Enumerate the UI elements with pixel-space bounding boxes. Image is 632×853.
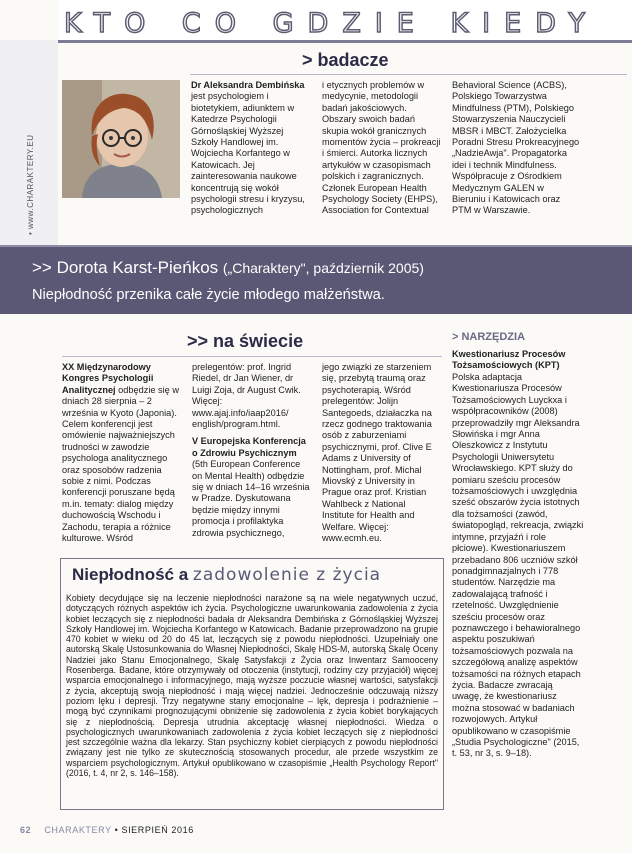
top-banner — [58, 0, 632, 42]
conference-title: V Europejska Konferencja o Zdrowiu Psychicznym — [192, 436, 306, 458]
na-swiecie-rule — [62, 356, 442, 357]
quote-source: („Charaktery", październik 2005) — [222, 260, 424, 276]
congress-text: odbędzie się w dniach 28 sierpnia – 2 września w Kyoto (Japonia). Celem konferencji jest omówienie najważniejszych trudności w zawodzie psychologa analitycznego oraz sposobów radzenia sobie z nimi. Podczas konferencji poruszane będą m.in. tematy: dialog między duchowością Wschodu i Zachodu, terapia a różnice kulturowe. Wśród — [62, 384, 179, 544]
na-swiecie-col1 — [62, 362, 182, 545]
badacze-heading: > badacze — [302, 50, 389, 70]
page-number: 62 — [20, 825, 32, 835]
na-swiecie-col2 — [192, 362, 312, 539]
portrait-illustration — [62, 80, 180, 198]
quote-author — [32, 258, 424, 278]
quote-band — [0, 245, 632, 314]
quote-band-rule — [0, 245, 632, 247]
narzedzia-body: Polska adaptacja Kwestionariusza Procesów Tożsamościowych Luyckxa i współpracowników (2008) przeprowadziły mgr Aleksandra Słowińska i mgr Anna Oleszkowicz z Instytutu Psychologii Uniwersytetu Wrocławskiego. KPT służy do pomiaru sześciu procesów tożsamościowych i uwzględnia sześć obszarów życia istotnych dla tożsamości (zawód, światopogląd, rekreacja, związki intymne, przyjaźń i role płciowe). Kwestionariuszem przebadano 806 uczniów szkół ponadgimnazjalnych i 778 studentów. Narzędzie ma zadowalającą trafność i rzetelność. Uwzględnienie sześciu procesów oraz poznawczego i behawioralnego aspektu poszukiwań tożsamościowych pozwala na szczegółową analizę aspektów tożsamości na różnych etapach życia. Badacze zwracają uwagę, że kwestionariusz można stosować w badaniach rozwojowych. Artykuł opublikowano w czasopiśmie „Studia Psychologiczne" (2015, t. 53, nr 3, s. 9–18). — [452, 372, 584, 759]
badacze-col1 — [191, 80, 311, 217]
conference-text: (5th European Conference on Mental Health) odbędzie się w dniach 14–16 września w Pradze. Dyskutowana będzie między innymi promocja i profilaktyka zdrowia psychicznego, — [192, 459, 310, 538]
badacze-col2 — [322, 80, 442, 217]
researcher-name: Dr Aleksandra Dembińska — [191, 80, 305, 90]
narzedzia-heading: > NARZĘDZIA — [452, 331, 526, 343]
na-swiecie-col3 — [322, 362, 440, 545]
badacze-rule — [190, 74, 627, 75]
article-box-title — [72, 565, 381, 585]
page-footer — [20, 825, 194, 835]
badacze-col3 — [452, 80, 580, 217]
article-title-part2: zadowolenie z życia — [192, 565, 382, 585]
researcher-portrait — [62, 80, 180, 198]
quote-author-name: >> Dorota Karst-Pieńkos — [32, 258, 219, 277]
article-box-text: Kobiety decydujące się na leczenie niepłodności narażone są na wiele negatywnych uczuć, dotyczących różnych aspektów ich życia. Psychologiczne uwarunkowania zadowolenia z życia kobiet leczących się z niepłodności badała dr Aleksandra Dembińska z Górnośląskiej Wyższej Szkoły Handlowej im. Wojciecha Korfantego w Katowicach. Badanie przeprowadzono na grupie 470 kobiet w wieku od 20 do 45 lat, leczących się z powodu niepłodności. Uzupełniały one autorską Skalę Ustosunkowania do Własnej Niepłodności, Skalę HDS-M, autorską Skalę Oceny Nadziei jako Stanu Emocjonalnego, Skalę Satysfakcji z Życia oraz Inwentarz Samooceny Rosenberga. Badane, które otrzymywały od otoczenia (instytucji, rodziny czy przyjaciół) więcej wsparcia emocjonalnego i informacyjnego, mają wyższe poczucie własnej wartości, satysfakcji z życia, akceptują swoją niepłodność i mają więcej nadziei. Jednocześnie odczuwają niższy poziom lęku i depresji. Trzy negatywne stany emocjonalne – lęk, depresja i podrażnienie – mogą być czynnikami prognozującymi obniżenie się zadowolenia z życia kobiet borykających się z niepłodnością. Depresja utrudnia akceptację własnej niepłodności. Wiedza o psychologicznych uwarunkowaniach zadowolenia z życia kobiet leczących się z niepłodności jest szczególnie ważna dla lekarzy. Stan psychiczny kobiet cierpiących z powodu niepłodności związany jest nie tylko ze skutecznością stosowanych procedur, ale przede wszystkim ze wsparciem psychologicznym. Artykuł opublikowano w czasopiśmie „Health Psychology Report" (2016, t. 4, nr 2, s. 146–158). — [66, 593, 438, 779]
researcher-bio-2: i etycznych problemów w medycynie, metodologii badań jakościowych. Obszary swoich badań skupia wokół granicznych momentów życia – prokreacji i śmierci. Autorka licznych artykułów w czasopismach polskich i zagranicznych. Członek European Health Psychology Society (EHPS), Association for Contextual — [322, 80, 441, 216]
congress-speakers: prelegentów: prof. Ingrid Riedel, dr Jan Wiener, dr Luigi Zoja, dr August Cwik. Więcej: www.ajaj.info/iaap2016/ english/program.html. — [192, 362, 301, 430]
quote-text: Niepłodność przenika całe życie młodego małżeństwa. — [32, 287, 385, 303]
na-swiecie-heading: >> na świecie — [187, 331, 304, 351]
article-title-part1: Niepłodność a — [72, 565, 189, 584]
congress-title: XX Międzynarodowy Kongres Psychologii Analitycznej — [62, 362, 154, 395]
researcher-bio-1: jest psychologiem i biotetykiem, adiunktem w Katedrze Psychologii Górnośląskiej Wyższej Szkoły Handlowej im. Wojciecha Korfantego w Katowicach. Jej zainteresowania naukowe koncentrują się wokół psychologii stresu i kryzysu, psychologicznych — [191, 91, 305, 216]
top-rule — [58, 40, 632, 43]
section-title: KTO CO GDZIE KIEDY — [64, 8, 599, 39]
website-caption: • www.CHARAKTERY.EU — [26, 134, 35, 235]
researcher-bio-3: Behavioral Science (ACBS), Polskiego Towarzystwa Mindfulness (PTM), Polskiego Stowarzyszenia Nauczycieli MBSR i MBCT. Założycielka Poradni Stresu Prokreacyjnego „NadzieAwja". Propagatorka idei i technik Mindfulness. Współpracuje z Ośrodkiem Medycznym GALEN w Bieruniu i Katowicach oraz PTM w Warszawie. — [452, 80, 580, 216]
narzedzia-title: Kwestionariusz Procesów Tożsamościowych (KPT) — [452, 349, 566, 371]
magazine-name: CHARAKTERY — [44, 825, 112, 835]
issue-date: • SIERPIEŃ 2016 — [114, 825, 194, 835]
conference-text-cont: jego związki ze starzeniem się, przebytą traumą oraz psychoterapią. Wśród prelegentów: Jolijn Santegoeds, działaczka na rzecz godnego traktowania osób z zaburzeniami psychicznymi, prof. Clive E Adams z University of Nottingham, prof. Michal Miovský z University in Prague oraz prof. Kristian Wahlbeck z National Institute for Health and Welfare. Więcej: www.ecmh.eu. — [322, 362, 432, 544]
